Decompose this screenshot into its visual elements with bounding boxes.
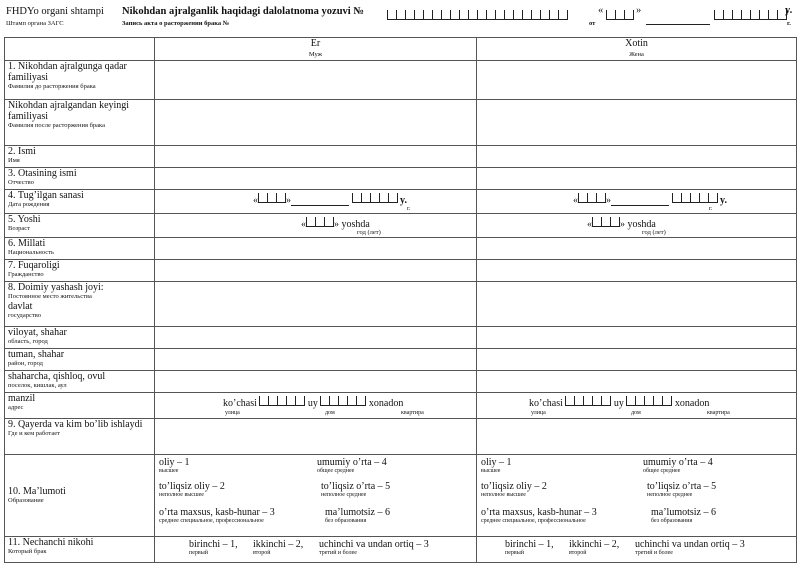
quote-open: « — [587, 219, 592, 230]
woman-education-cell[interactable] — [477, 455, 797, 537]
year-label: y. — [400, 195, 407, 206]
man-citizenship-field[interactable] — [155, 260, 477, 282]
man-country-field[interactable] — [155, 282, 477, 327]
woman-address-field[interactable] — [529, 396, 709, 409]
column-header-row — [5, 38, 797, 61]
column-woman — [477, 38, 797, 61]
label-text-ru: адрес — [8, 404, 24, 411]
year-abbr-ru: г. — [787, 20, 791, 27]
edu-option-6 — [651, 507, 716, 525]
row-patronymic — [5, 168, 797, 190]
woman-patronymic-field[interactable] — [477, 168, 797, 190]
house-label: uy — [307, 398, 318, 409]
man-district-field[interactable] — [155, 349, 477, 371]
marriage-option-text: ikkinchi – 2, — [569, 539, 620, 550]
label-text: 7. Fuqaroligi — [8, 260, 60, 271]
label-text: tuman, shahar — [8, 349, 65, 360]
marriage-option-text: uchinchi va undan ortiq – 3 — [635, 539, 745, 550]
row-district — [5, 349, 797, 371]
apartment-label: xonadon — [674, 398, 710, 409]
marriage-option-2 — [569, 539, 619, 557]
quote-close: » — [606, 195, 611, 206]
house-label-ru: дом — [325, 410, 335, 416]
label-text: 3. Otasining ismi — [8, 168, 77, 179]
edu-option-text: ma’lumotsiz – 6 — [651, 507, 716, 518]
year-label-ru: г. — [407, 205, 411, 212]
marriage-option-1 — [505, 539, 554, 557]
edu-option-text-ru: неполное среднее — [321, 492, 367, 498]
label-work — [5, 419, 155, 455]
man-birth-date-cell — [155, 190, 477, 214]
label-education — [5, 455, 155, 537]
record-day-field[interactable] — [606, 7, 634, 25]
marriage-option-text-ru: третий и более — [635, 550, 673, 556]
label-country: davlat — [8, 301, 33, 312]
edu-option-text: oliy – 1 — [481, 457, 512, 468]
man-name-field[interactable] — [155, 146, 477, 168]
edu-option-text-ru: высшее — [159, 468, 179, 474]
label-citizenship — [5, 260, 155, 282]
street-label-ru: улица — [531, 410, 546, 416]
marriage-option-text: birinchi – 1, — [189, 539, 238, 550]
form-title: Nikohdan ajralganlik haqidagi dalolatnoma yozuvi № — [122, 6, 364, 17]
row-residence-country — [5, 282, 797, 327]
edu-option-text: umumiy o’rta – 4 — [643, 457, 713, 468]
woman-birth-date-field[interactable] — [573, 193, 727, 206]
woman-district-field[interactable] — [477, 349, 797, 371]
label-text: viloyat, shahar — [8, 327, 67, 338]
woman-nationality-field[interactable] — [477, 238, 797, 260]
edu-option-text: to’liqsiz o’rta – 5 — [321, 481, 391, 492]
man-education-cell[interactable] — [155, 455, 477, 537]
label-address — [5, 393, 155, 419]
date-quote-close: » — [636, 5, 642, 16]
row-nationality — [5, 238, 797, 260]
woman-region-field[interactable] — [477, 327, 797, 349]
column-man — [155, 38, 477, 61]
marriage-option-1 — [189, 539, 238, 557]
row-address — [5, 393, 797, 419]
woman-age-cell — [477, 214, 797, 238]
row-age — [5, 214, 797, 238]
row-marriage-number — [5, 537, 797, 563]
quote-open: « — [301, 219, 306, 230]
row-name — [5, 146, 797, 168]
label-text-ru: район, город — [8, 360, 43, 367]
edu-option-text: ma’lumotsiz – 6 — [325, 507, 390, 518]
woman-surname-after-field[interactable] — [477, 100, 797, 146]
edu-option-text-ru: неполное среднее — [647, 492, 693, 498]
label-text-ru: Образование — [8, 497, 44, 504]
marriage-option-text-ru: первый — [505, 550, 524, 556]
marriage-option-text-ru: первый — [189, 550, 208, 556]
woman-marriage-cell[interactable] — [477, 537, 797, 563]
corner-cell — [5, 38, 155, 61]
label-text: 9. Qayerda va kim bo’lib ishlaydi — [8, 419, 143, 430]
label-text-ru: Гражданство — [8, 271, 44, 278]
row-settlement — [5, 371, 797, 393]
house-label: uy — [613, 398, 624, 409]
woman-birth-date-cell — [477, 190, 797, 214]
edu-option-text-ru: неполное высшее — [481, 492, 526, 498]
marriage-option-text: birinchi – 1, — [505, 539, 554, 550]
year-label: y. — [720, 195, 727, 206]
street-label: ko’chasi — [223, 398, 257, 409]
edu-option-2 — [481, 481, 547, 499]
edu-option-text: to’liqsiz oliy – 2 — [481, 481, 547, 492]
man-address-field[interactable] — [223, 396, 403, 409]
edu-option-5 — [321, 481, 390, 499]
quote-close: » — [620, 219, 625, 230]
man-age-cell — [155, 214, 477, 238]
column-woman-label: Xotin — [625, 38, 648, 49]
edu-option-text: to’liqsiz oliy – 2 — [159, 481, 225, 492]
marriage-option-2 — [253, 539, 303, 557]
label-text: manzil — [8, 393, 36, 404]
year-label-ru: г. — [709, 205, 713, 212]
edu-option-5 — [647, 481, 716, 499]
record-month-field[interactable] — [646, 7, 710, 25]
label-text-ru: Фамилия до расторжения брака — [8, 83, 96, 90]
marriage-option-3 — [635, 539, 745, 557]
edu-option-text-ru: среднее специальное, профессиональное — [481, 518, 586, 524]
edu-option-text-ru: без образования — [325, 518, 367, 524]
date-quote-open: « — [598, 5, 604, 16]
edu-option-text-ru: неполное высшее — [159, 492, 204, 498]
column-man-label-ru: Муж — [308, 51, 323, 58]
man-address-cell — [155, 393, 477, 419]
marriage-option-text-ru: второй — [569, 550, 587, 556]
row-surname-before — [5, 61, 797, 100]
column-man-label: Er — [310, 38, 321, 49]
age-label: yoshda — [627, 219, 656, 230]
apartment-label: xonadon — [368, 398, 404, 409]
man-surname-before-field[interactable] — [155, 61, 477, 100]
from-label-ru: от — [589, 20, 596, 27]
label-text: shaharcha, qishloq, ovul — [8, 371, 106, 382]
row-work — [5, 419, 797, 455]
label-country-ru: государство — [8, 312, 41, 319]
edu-option-text-ru: общее среднее — [643, 468, 681, 474]
year-abbr: y. — [785, 5, 793, 16]
marriage-option-text-ru: третий и более — [319, 550, 357, 556]
marriage-option-3 — [319, 539, 429, 557]
label-text: 8. Doimiy yashash joyi: — [8, 282, 104, 293]
label-text-ru: Постоянное место жительства — [8, 293, 92, 300]
man-birth-date-field[interactable] — [253, 193, 407, 206]
stamp-label: FHDYo organi shtampi — [6, 6, 104, 17]
man-nationality-field[interactable] — [155, 238, 477, 260]
form-title-ru: Запись акта о расторжении брака № — [122, 20, 230, 27]
quote-open: « — [253, 195, 258, 206]
quote-close: » — [286, 195, 291, 206]
label-text: 2. Ismi — [8, 146, 36, 157]
marriage-option-text: uchinchi va undan ortiq – 3 — [319, 539, 429, 550]
label-name — [5, 146, 155, 168]
row-education — [5, 455, 797, 537]
record-year-field[interactable] — [714, 7, 787, 25]
label-region — [5, 327, 155, 349]
label-settlement — [5, 371, 155, 393]
man-settlement-field[interactable] — [155, 371, 477, 393]
street-label: ko’chasi — [529, 398, 563, 409]
man-patronymic-field[interactable] — [155, 168, 477, 190]
row-surname-after — [5, 100, 797, 146]
edu-option-text-ru: высшее — [481, 468, 501, 474]
woman-address-cell — [477, 393, 797, 419]
street-label-ru: улица — [225, 410, 240, 416]
row-birth-date — [5, 190, 797, 214]
label-text-ru: Отчество — [8, 179, 34, 186]
label-age — [5, 214, 155, 238]
column-woman-label-ru: Жена — [629, 51, 644, 58]
label-text: 1. Nikohdan ajralgunga qadar familiyasi — [8, 61, 127, 83]
woman-work-field[interactable] — [477, 419, 797, 455]
label-text: Nikohdan ajralgandan keyingi familiyasi — [8, 100, 130, 122]
label-surname-after — [5, 100, 155, 146]
man-region-field[interactable] — [155, 327, 477, 349]
label-text-ru: Фамилия после расторжения брака — [8, 122, 106, 129]
label-text-ru: Который брак — [8, 548, 47, 555]
label-text-ru: Возраст — [8, 225, 31, 232]
label-text: 6. Millati — [8, 238, 46, 249]
apartment-label-ru: квартира — [707, 410, 730, 416]
age-label: yoshda — [341, 219, 370, 230]
label-text-ru: область, город — [8, 338, 48, 345]
edu-option-text-ru: среднее специальное, профессиональное — [159, 518, 264, 524]
label-nationality — [5, 238, 155, 260]
man-marriage-cell[interactable] — [155, 537, 477, 563]
label-text: 10. Ma’lumoti — [8, 486, 66, 497]
label-text: 11. Nechanchi nikohi — [8, 537, 94, 548]
label-text: 4. Tug’ilgan sanasi — [8, 190, 84, 201]
label-text-ru: Где и кем работает — [8, 430, 60, 437]
row-citizenship — [5, 260, 797, 282]
edu-option-1 — [481, 457, 512, 475]
edu-option-4 — [317, 457, 387, 475]
divorce-record-table — [4, 37, 797, 563]
edu-option-text: o’rta maxsus, kasb-hunar – 3 — [159, 507, 275, 518]
marriage-option-text-ru: второй — [253, 550, 271, 556]
apartment-label-ru: квартира — [401, 410, 424, 416]
house-label-ru: дом — [631, 410, 641, 416]
edu-option-1 — [159, 457, 190, 475]
woman-name-field[interactable] — [477, 146, 797, 168]
man-surname-after-field[interactable] — [155, 100, 477, 146]
edu-option-text: o’rta maxsus, kasb-hunar – 3 — [481, 507, 597, 518]
label-text-ru: Имя — [8, 157, 20, 164]
edu-option-3 — [159, 507, 275, 525]
quote-open: « — [573, 195, 578, 206]
edu-option-text-ru: общее среднее — [317, 468, 355, 474]
label-text: 5. Yoshi — [8, 214, 41, 225]
woman-citizenship-field[interactable] — [477, 260, 797, 282]
label-residence-country — [5, 282, 155, 327]
woman-settlement-field[interactable] — [477, 371, 797, 393]
edu-option-text-ru: без образования — [651, 518, 693, 524]
label-text-ru: Национальность — [8, 249, 54, 256]
row-region — [5, 327, 797, 349]
man-work-field[interactable] — [155, 419, 477, 455]
label-text-ru: поселок, кишлак, аул — [8, 382, 67, 389]
edu-option-text: oliy – 1 — [159, 457, 190, 468]
label-patronymic — [5, 168, 155, 190]
edu-option-3 — [481, 507, 597, 525]
woman-surname-before-field[interactable] — [477, 61, 797, 100]
age-label-ru: год (лет) — [357, 229, 381, 236]
label-text-ru: Дата рождения — [8, 201, 50, 208]
label-district — [5, 349, 155, 371]
edu-option-text: to’liqsiz o’rta – 5 — [647, 481, 717, 492]
edu-option-4 — [643, 457, 713, 475]
woman-country-field[interactable] — [477, 282, 797, 327]
marriage-option-text: ikkinchi – 2, — [253, 539, 304, 550]
label-birth-date — [5, 190, 155, 214]
stamp-label-ru: Штамп органа ЗАГС — [6, 20, 64, 27]
edu-option-text: umumiy o’rta – 4 — [317, 457, 387, 468]
quote-close: » — [334, 219, 339, 230]
form-header — [0, 0, 801, 36]
edu-option-6 — [325, 507, 390, 525]
label-marriage-number — [5, 537, 155, 563]
age-label-ru: год (лет) — [642, 229, 666, 236]
label-surname-before — [5, 61, 155, 100]
edu-option-2 — [159, 481, 225, 499]
record-number-field[interactable] — [387, 7, 568, 25]
